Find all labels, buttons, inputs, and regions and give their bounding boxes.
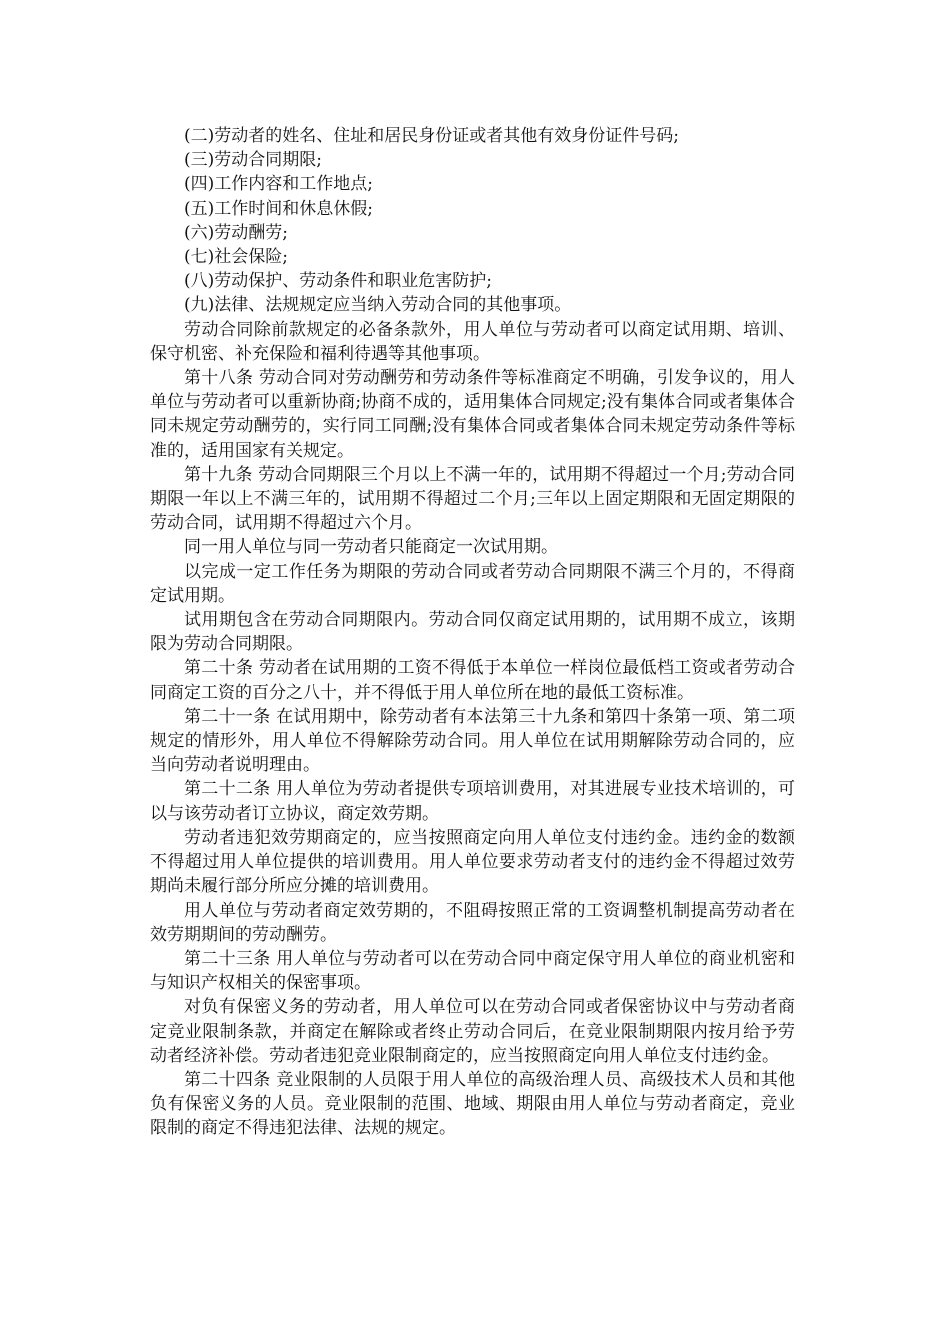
paragraph-article-20: 第二十条 劳动者在试用期的工资不得低于本单位一样岗位最低档工资或者劳动合同商定工资的百分之八十，并不得低于用人单位所在地的最低工资标准。 [150,658,795,703]
paragraph-article-19-included: 试用期包含在劳动合同期限内。劳动合同仅商定试用期的，试用期不成立，该期限为劳动合同期限。 [150,610,795,655]
paragraph-article-21: 第二十一条 在试用期中，除劳动者有本法第三十九条和第四十条第一项、第二项规定的情形外，用人单位不得解除劳动合同。用人单位在试用期解除劳动合同的，应当向劳动者说明理由。 [150,706,795,776]
paragraph-item-9: (九)法律、法规规定应当纳入劳动合同的其他事项。 [184,295,572,316]
paragraph-article-22: 第二十二条 用人单位为劳动者提供专项培训费用，对其进展专业技术培训的，可以与该劳动者订立协议，商定效劳期。 [150,779,795,824]
paragraph-article-22-penalty: 劳动者违犯效劳期商定的，应当按照商定向用人单位支付违约金。违约金的数额不得超过用人单位提供的培训费用。用人单位要求劳动者支付的违约金不得超过效劳期尚未履行部分所应分摊的培训费用。 [150,827,795,897]
paragraph-item-4: (四)工作内容和工作地点; [184,174,373,195]
paragraph-article-22-wages: 用人单位与劳动者商定效劳期的，不阻碍按照正常的工资调整机制提高劳动者在效劳期期间的劳动酬劳。 [150,900,795,945]
paragraph-item-2: (二)劳动者的姓名、住址和居民身份证或者其他有效身份证件号码; [184,126,679,146]
paragraph-item-8: (八)劳动保护、劳动条件和职业危害防护; [184,271,492,292]
paragraph-optional-terms: 劳动合同除前款规定的必备条款外，用人单位与劳动者可以商定试用期、培训、保守机密、补充保险和福利待遇等其他事项。 [150,319,795,364]
paragraph-item-6: (六)劳动酬劳; [184,222,288,243]
paragraph-article-23-noncompete: 对负有保密义务的劳动者，用人单位可以在劳动合同或者保密协议中与劳动者商定竞业限制条款，并商定在解除或者终止劳动合同后，在竞业限制期限内按月给予劳动者经济补偿。劳动者违犯竞业限制商定的，应当按照商定向用人单位支付违约金。 [150,997,795,1066]
paragraph-article-24: 第二十四条 竞业限制的人员限于用人单位的高级治理人员、高级技术人员和其他负有保密义务的人员。竞业限制的范围、地域、期限由用人单位与劳动者商定，竞业限制的商定不得违犯法律、法规的规定。 [150,1069,795,1139]
paragraph-article-18: 第十八条 劳动合同对劳动酬劳和劳动条件等标准商定不明确，引发争议的，用人单位与劳动者可以重新协商;协商不成的，适用集体合同规定;没有集体合同或者集体合同未规定劳动酬劳的，实行同工同酬;没有集体合同或者集体合同未规定劳动条件等标准的，适用国家有关规定。 [150,368,795,461]
paragraph-article-23: 第二十三条 用人单位与劳动者可以在劳动合同中商定保守用人单位的商业机密和与知识产权相关的保密事项。 [150,948,795,994]
document-body [150,124,795,1141]
paragraph-item-7: (七)社会保险; [184,247,288,268]
paragraph-article-19-task: 以完成一定工作任务为期限的劳动合同或者劳动合同期限不满三个月的，不得商定试用期。 [150,561,795,606]
paragraph-article-19: 第十九条 劳动合同期限三个月以上不满一年的，试用期不得超过一个月;劳动合同期限一年以上不满三年的，试用期不得超过二个月;三年以上固定期限和无固定期限的劳动合同，试用期不得超过六个月。 [150,464,795,534]
paragraph-item-3: (三)劳动合同期限; [184,150,322,171]
paragraph-item-5: (五)工作时间和休息休假; [184,198,373,219]
paragraph-article-19-once: 同一用人单位与同一劳动者只能商定一次试用期。 [184,537,558,558]
